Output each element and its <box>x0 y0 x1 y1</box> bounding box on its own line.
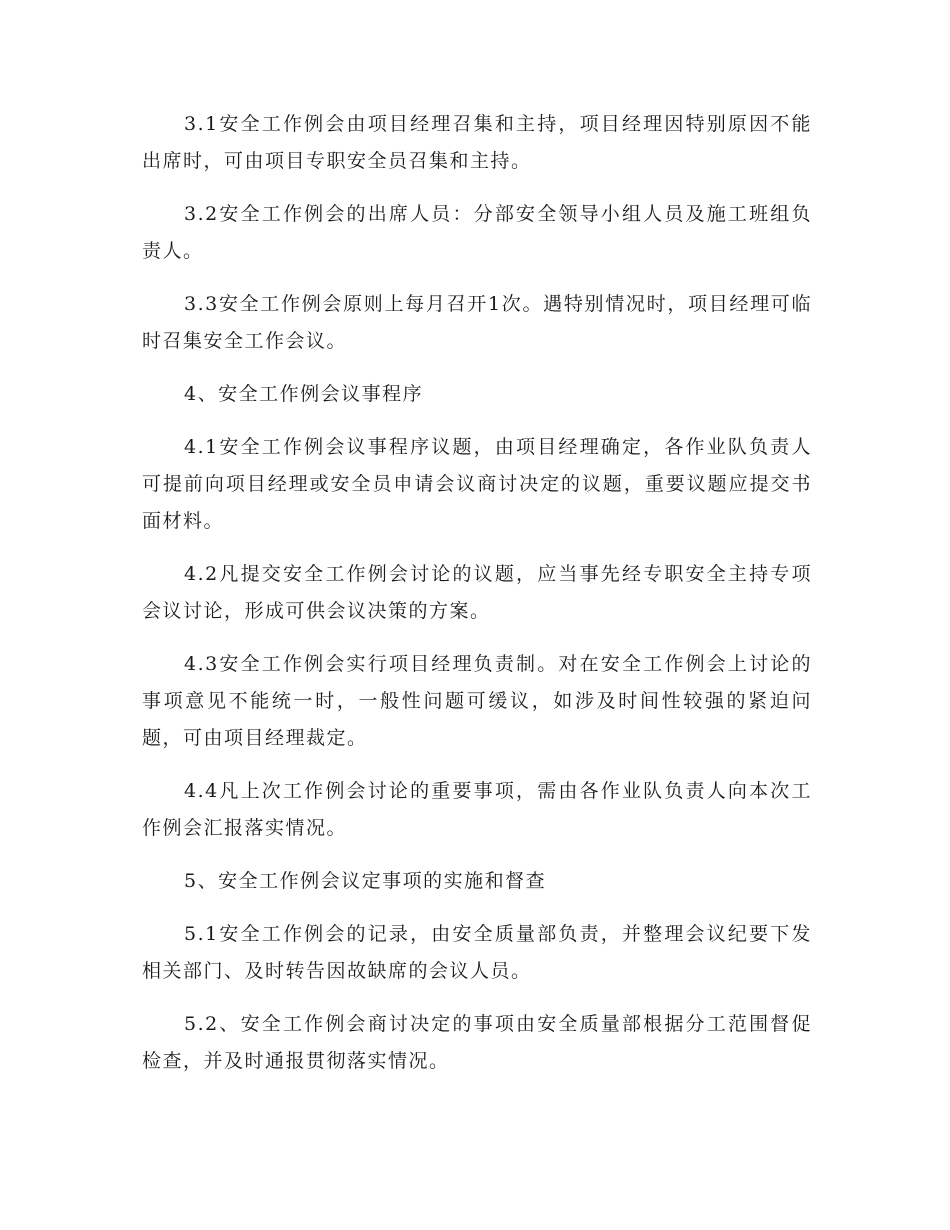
paragraph-5-2: 5.2、安全工作例会商讨决定的事项由安全质量部根据分工范围督促检查，并及时通报贯彻落实情况。 <box>142 1013 812 1072</box>
paragraph-5-1: 5.1安全工作例会的记录，由安全质量部负责，并整理会议纪要下发相关部门、及时转告因故缺席的会议人员。 <box>142 923 812 982</box>
paragraph-4-1: 4.1安全工作例会议事程序议题，由项目经理确定，各作业队负责人可提前向项目经理或安全员申请会议商讨决定的议题，重要议题应提交书面材料。 <box>142 436 812 532</box>
paragraph-4-2: 4.2凡提交安全工作例会讨论的议题，应当事先经专职安全主持专项会议讨论，形成可供会议决策的方案。 <box>142 563 812 622</box>
paragraph-4-4: 4.4凡上次工作例会讨论的重要事项，需由各作业队负责人向本次工作例会汇报落实情况。 <box>142 780 812 839</box>
paragraph-3-3: 3.3安全工作例会原则上每月召开1次。遇特别情况时，项目经理可临时召集安全工作会议。 <box>142 293 812 352</box>
paragraph-3-1: 3.1安全工作例会由项目经理召集和主持，项目经理因特别原因不能出席时，可由项目专职安全员召集和主持。 <box>142 113 812 172</box>
section-heading-4: 4、安全工作例会议事程序 <box>184 383 424 405</box>
paragraph-3-2: 3.2安全工作例会的出席人员：分部安全领导小组人员及施工班组负责人。 <box>142 203 812 262</box>
paragraph-4-3: 4.3安全工作例会实行项目经理负责制。对在安全工作例会上讨论的事项意见不能统一时，一般性问题可缓议，如涉及时间性较强的紧迫问题，可由项目经理裁定。 <box>142 653 812 749</box>
section-heading-5: 5、安全工作例会议定事项的实施和督查 <box>184 870 547 892</box>
document-body <box>142 106 812 1096</box>
